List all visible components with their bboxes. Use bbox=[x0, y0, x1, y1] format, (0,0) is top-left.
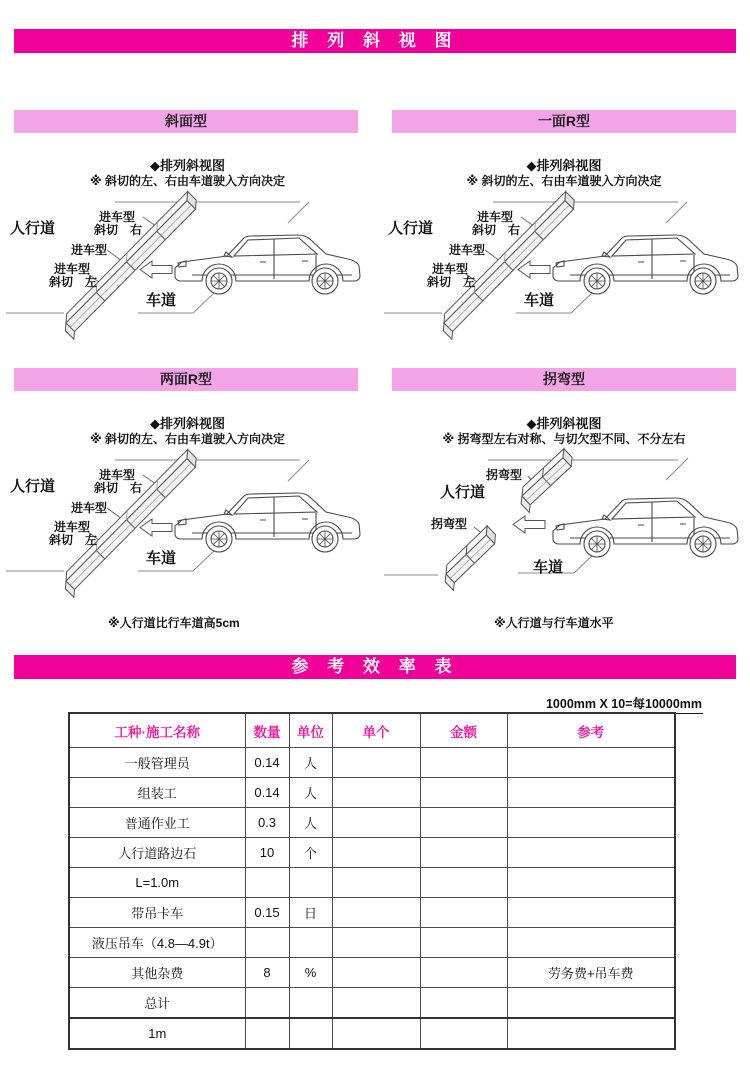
table-cell bbox=[507, 898, 675, 928]
panel-caption: ◆排列斜视图 bbox=[150, 158, 225, 173]
panel-note: ※ 斜切的左、右由车道驶入方向决定 bbox=[466, 174, 662, 188]
label-sidewalk: 人行道 bbox=[440, 484, 486, 501]
label-road: 车道 bbox=[524, 292, 555, 309]
table-cell bbox=[420, 868, 507, 898]
table-cell bbox=[420, 958, 507, 988]
label-road: 车道 bbox=[146, 550, 177, 567]
label-curb-top-1: 进车型 bbox=[99, 210, 136, 224]
label-curb-top-1: 进车型 bbox=[477, 210, 514, 224]
table-row bbox=[69, 838, 675, 868]
panel-note: ※ 斜切的左、右由车道驶入方向决定 bbox=[89, 432, 285, 446]
label-sidewalk: 人行道 bbox=[10, 478, 56, 495]
table-cell bbox=[245, 988, 289, 1019]
table-cell bbox=[507, 928, 675, 958]
car-illustration bbox=[175, 235, 360, 294]
table-cell bbox=[332, 808, 420, 838]
table-cell: 1m bbox=[69, 1018, 245, 1049]
table-cell: 10 bbox=[245, 838, 289, 868]
table-cell bbox=[289, 868, 332, 898]
table-header-row bbox=[69, 713, 675, 748]
table-row bbox=[69, 988, 675, 1019]
table-cell bbox=[332, 778, 420, 808]
table-cell bbox=[332, 1018, 420, 1049]
table-cell: 人行道路边石 bbox=[69, 838, 245, 868]
car-illustration bbox=[175, 493, 360, 552]
direction-arrow-icon bbox=[513, 516, 545, 533]
panel-header: 拐弯型 bbox=[392, 368, 736, 391]
label-curb-top-2: 斜切 右 bbox=[94, 223, 143, 237]
label-curb-bottom-1: 进车型 bbox=[54, 262, 91, 276]
label-curb-bottom-2: 斜切 左 bbox=[427, 275, 476, 289]
panel-header: 两面R型 bbox=[14, 368, 358, 391]
table-cell bbox=[507, 1018, 675, 1049]
table-cell bbox=[507, 808, 675, 838]
panel-caption: ◆排列斜视图 bbox=[526, 158, 602, 173]
table-cell: 液压吊车（4.8—4.9t） bbox=[69, 928, 245, 958]
direction-arrow-icon bbox=[518, 261, 550, 278]
page-title: 排 列 斜 视 图 bbox=[14, 29, 736, 53]
table-row bbox=[69, 778, 675, 808]
label-curb-bottom-2: 斜切 左 bbox=[49, 275, 98, 289]
panel-diagram bbox=[378, 368, 750, 630]
table-cell: 其他杂费 bbox=[69, 958, 245, 988]
table-cell bbox=[420, 748, 507, 778]
table-cell: 组装工 bbox=[69, 778, 245, 808]
table-cell: 日 bbox=[289, 898, 332, 928]
column-header: 数量 bbox=[245, 713, 289, 748]
table-cell: 普通作业工 bbox=[69, 808, 245, 838]
table-cell bbox=[245, 928, 289, 958]
panel-caption: ◆排列斜视图 bbox=[150, 416, 225, 431]
label-curb-top-2: 斜切 右 bbox=[472, 223, 521, 237]
panel-one-r-type bbox=[378, 110, 750, 340]
table-cell bbox=[420, 988, 507, 1019]
table-row bbox=[69, 928, 675, 958]
direction-arrow-icon bbox=[140, 519, 172, 536]
table-cell: 8 bbox=[245, 958, 289, 988]
table-cell bbox=[245, 1018, 289, 1049]
table-cell bbox=[420, 778, 507, 808]
direction-arrow-icon bbox=[140, 261, 172, 278]
table-cell: 总计 bbox=[69, 988, 245, 1019]
table-cell bbox=[332, 988, 420, 1019]
panel-two-r-type bbox=[0, 368, 375, 630]
table-cell: 0.3 bbox=[245, 808, 289, 838]
label-sidewalk: 人行道 bbox=[10, 220, 56, 237]
table-cell bbox=[289, 928, 332, 958]
table-cell: 0.14 bbox=[245, 748, 289, 778]
reference-efficiency-table bbox=[68, 712, 676, 1050]
column-header: 工种·施工名称 bbox=[69, 713, 245, 748]
table-cell bbox=[245, 868, 289, 898]
footnote-left: ※人行道比行车道高5cm bbox=[108, 616, 240, 630]
panel-diagram bbox=[378, 110, 750, 340]
label-sidewalk: 人行道 bbox=[388, 220, 434, 237]
label-corner-bottom: 拐弯型 bbox=[431, 517, 468, 531]
table-cell bbox=[289, 988, 332, 1019]
table-cell bbox=[332, 748, 420, 778]
table-cell bbox=[420, 928, 507, 958]
car-illustration bbox=[553, 235, 738, 294]
table-cell bbox=[420, 1018, 507, 1049]
table-cell bbox=[507, 748, 675, 778]
column-header: 金额 bbox=[420, 713, 507, 748]
column-header: 单个 bbox=[332, 713, 420, 748]
table-cell: L=1.0m bbox=[69, 868, 245, 898]
table-cell: 个 bbox=[289, 838, 332, 868]
panel-header: 一面R型 bbox=[392, 110, 736, 133]
table-cell: 带吊卡车 bbox=[69, 898, 245, 928]
label-road: 车道 bbox=[533, 559, 564, 576]
panel-diagram bbox=[0, 368, 375, 630]
label-curb-bottom-2: 斜切 左 bbox=[49, 533, 98, 547]
car-illustration bbox=[553, 498, 738, 557]
label-curb-bottom-1: 进车型 bbox=[432, 262, 469, 276]
label-curb-mid: 进车型 bbox=[71, 243, 108, 257]
table-cell bbox=[420, 838, 507, 868]
table-cell bbox=[420, 808, 507, 838]
table-cell: 人 bbox=[289, 748, 332, 778]
curb-stone-segment bbox=[514, 449, 580, 513]
table-cell: 人 bbox=[289, 808, 332, 838]
table-cell: % bbox=[289, 958, 332, 988]
table-cell bbox=[507, 868, 675, 898]
table-row bbox=[69, 748, 675, 778]
table-row bbox=[69, 808, 675, 838]
table-cell bbox=[332, 838, 420, 868]
label-curb-top-1: 进车型 bbox=[99, 468, 136, 482]
section-title: 参 考 效 率 表 bbox=[14, 655, 736, 679]
table-unit-note: 1000mm X 10=每10000mm bbox=[450, 694, 703, 714]
panel-header: 斜面型 bbox=[14, 110, 358, 133]
panel-note: ※ 斜切的左、右由车道驶入方向决定 bbox=[89, 174, 285, 188]
panel-incline-type bbox=[0, 110, 375, 340]
table-cell: 人 bbox=[289, 778, 332, 808]
table-cell: 0.15 bbox=[245, 898, 289, 928]
table-cell bbox=[507, 988, 675, 1019]
table-cell bbox=[332, 928, 420, 958]
table-cell bbox=[507, 838, 675, 868]
label-road: 车道 bbox=[146, 292, 177, 309]
footnote-right: ※人行道与行车道水平 bbox=[494, 616, 614, 630]
label-curb-mid: 进车型 bbox=[449, 243, 486, 257]
table-cell bbox=[289, 1018, 332, 1049]
table-cell: 劳务费+吊车费 bbox=[507, 958, 675, 988]
panel-caption: ◆排列斜视图 bbox=[526, 416, 602, 431]
table-row bbox=[69, 958, 675, 988]
column-header: 单位 bbox=[289, 713, 332, 748]
label-curb-top-2: 斜切 右 bbox=[94, 481, 143, 495]
table-row bbox=[69, 1018, 675, 1049]
table-cell bbox=[332, 868, 420, 898]
table-cell bbox=[420, 898, 507, 928]
label-corner-top: 拐弯型 bbox=[486, 468, 523, 482]
table-cell bbox=[507, 778, 675, 808]
table-cell: 0.14 bbox=[245, 778, 289, 808]
label-curb-mid: 进车型 bbox=[71, 501, 108, 515]
label-curb-bottom-1: 进车型 bbox=[54, 520, 91, 534]
table-cell bbox=[332, 898, 420, 928]
curb-stone-segment bbox=[438, 526, 504, 590]
panel-corner-type bbox=[378, 368, 750, 630]
column-header: 参考 bbox=[507, 713, 675, 748]
panel-note: ※ 拐弯型左右对称、与切欠型不同、不分左右 bbox=[442, 432, 686, 446]
table-row bbox=[69, 898, 675, 928]
panel-diagram bbox=[0, 110, 375, 340]
table-cell: 一般管理员 bbox=[69, 748, 245, 778]
table-row bbox=[69, 868, 675, 898]
table-cell bbox=[332, 958, 420, 988]
